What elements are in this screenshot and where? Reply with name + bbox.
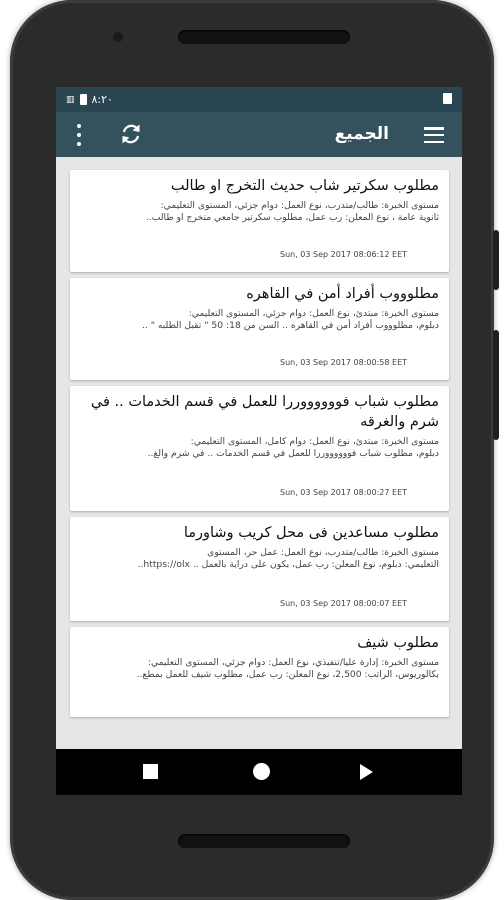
listing-summary-line: مستوى الخبرة: مبتدئ، نوع العمل: دوام كامل، المستوى التعليمي: [190,436,439,447]
listing-card[interactable] [70,278,449,380]
toolbar-title: الجميع [334,124,389,144]
listing-date: Sun, 03 Sep 2017 08:00:07 EET [280,599,408,608]
bottom-speaker [178,834,350,848]
listing-summary-line: ثانوية عامة ، نوع المعلن: رب عمل، مطلوب سكرتير جامعي متخرج او طالب.. [145,212,439,223]
listing-title: مطلوووب أفراد أمن في القاهره [246,286,439,302]
status-left [66,93,113,106]
listing-date: Sun, 03 Sep 2017 08:00:27 EET [280,488,408,497]
listing-summary-line: مستوى الخبرة: طالب/متدرب، نوع العمل: عمل حر، المستوى [207,547,439,558]
android-nav-bar [56,749,462,795]
listing-summary [80,436,439,460]
listing-title: مطلوب سكرتير شاب حديث التخرج او طالب [170,178,439,194]
app-toolbar [56,112,462,157]
signal-icon: ▥ [66,94,75,105]
listing-card[interactable] [70,517,449,621]
listing-summary-line: دبلوم، مطلوب شباب فووووووررا للعمل في قسم الخدمات .. في شرم والغ.. [147,448,439,459]
back-icon[interactable] [360,764,373,780]
listings-feed [70,170,449,723]
sd-card-icon [443,93,452,104]
listing-summary-line: مستوى الخبرة: مبتدئ، نوع العمل: دوام جزئي، المستوى التعليمي: [188,308,439,319]
listing-summary [80,200,439,224]
listing-title: مطلوب مساعدين فى محل كريب وشاورما [183,525,439,541]
screen [56,87,462,795]
more-options-icon[interactable] [76,124,82,146]
listing-summary-line: بكالوريوس، الراتب: 2,500، نوع المعلن: رب عمل، مطلوب شيف للعمل بمطع.. [136,669,439,680]
status-time: ٨:٢٠ [91,93,113,106]
status-bar [56,87,462,112]
battery-icon [80,94,87,105]
hamburger-menu-icon[interactable] [424,127,444,143]
status-right [443,93,452,107]
volume-button [493,330,499,440]
listing-title: مطلوب شباب فووووووررا للعمل في قسم الخدمات .. في شرم والغرقه [90,394,439,430]
refresh-icon[interactable] [119,122,143,146]
recent-apps-icon[interactable] [143,764,158,779]
front-camera [113,32,123,42]
listing-date: Sun, 03 Sep 2017 08:00:58 EET [280,358,408,367]
listing-summary [80,657,439,681]
listing-summary-line: مستوى الخبرة: إدارة عليا/تنفيذي، نوع العمل: دوام جزئي، المستوى التعليمي: [147,657,439,668]
earpiece-speaker [178,30,350,44]
listing-card[interactable] [70,627,449,717]
listing-summary-line: التعليمي: دبلوم، نوع المعلن: رب عمل، يكون على دراية بالعمل .. https://olx.. [137,559,439,570]
listing-title: مطلوب شيف [357,635,439,651]
phone-frame [10,0,494,900]
home-icon[interactable] [253,763,270,780]
listing-card[interactable] [70,170,449,272]
listing-card[interactable] [70,386,449,511]
power-button [493,230,499,290]
listing-summary-line: مستوى الخبرة: طالب/متدرب، نوع العمل: دوام جزئي، المستوى التعليمي: [160,200,439,211]
listing-summary [80,308,439,332]
listing-summary [80,547,439,571]
listing-date: Sun, 03 Sep 2017 08:06:12 EET [280,250,408,259]
listing-summary-line: دبلوم، مطلوووب أفراد أمن في القاهره .. السن من 18: 50 " تقبل الطلبه " .. [141,320,439,331]
